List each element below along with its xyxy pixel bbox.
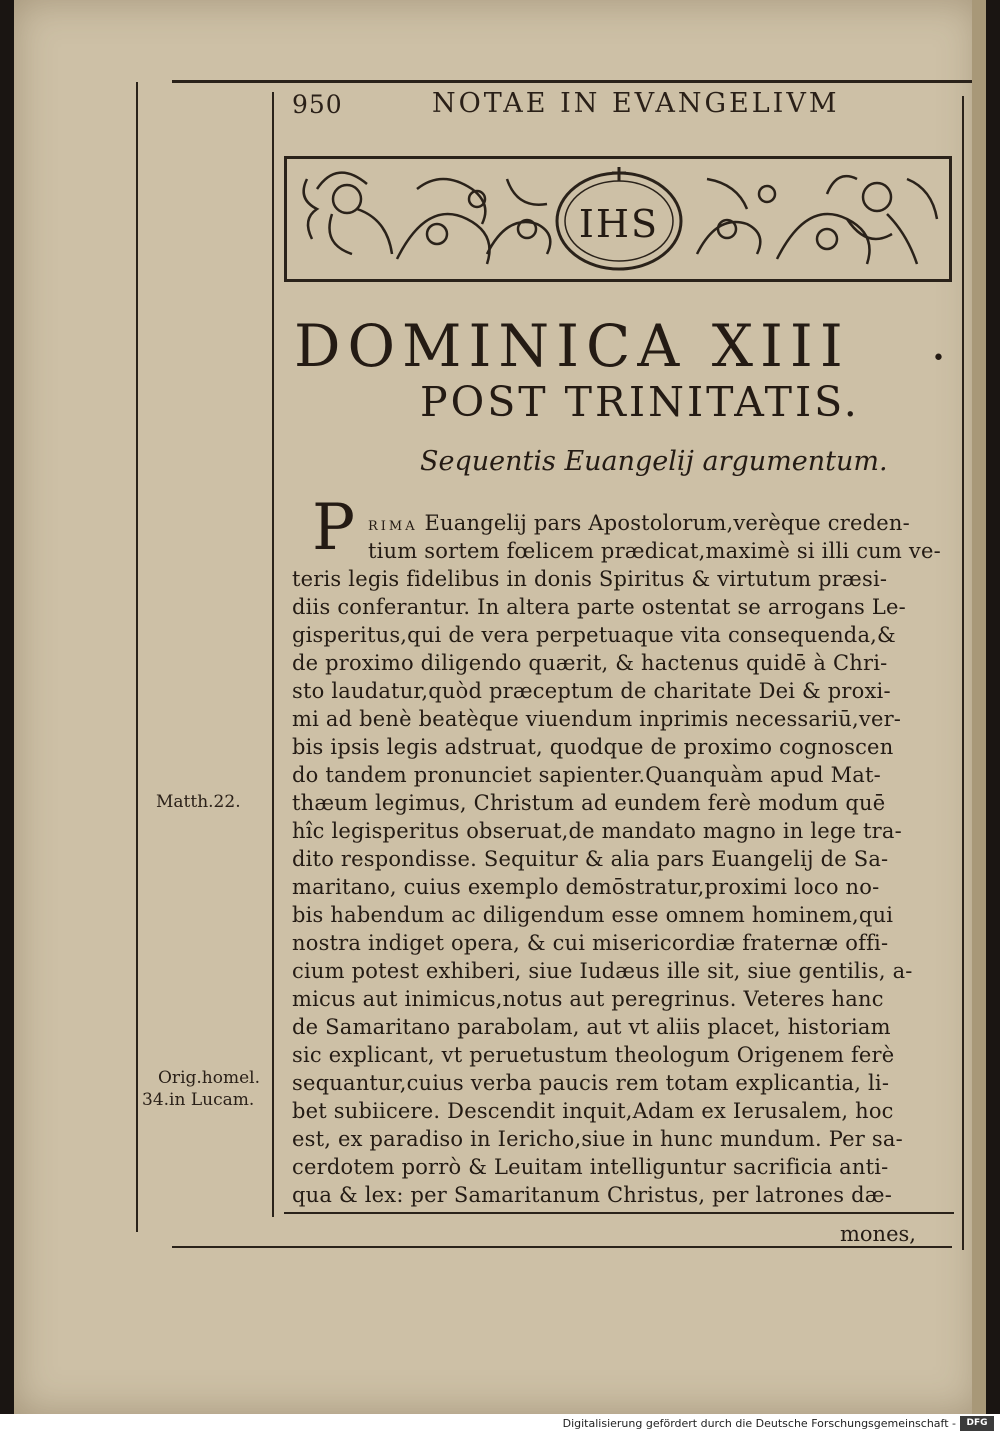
heading-mark: • [932,346,945,371]
text-line: dito respondisse. Sequitur & alia pars Euangelij de Sa- [292,847,889,871]
margin-note-origen-line1: Orig.homel. [158,1068,260,1088]
text-line: de proximo diligendo quærit, & hactenus quidē à Chri- [292,651,888,675]
text-line: sequantur,cuius verba paucis rem totam explicantia, li- [292,1071,890,1095]
digitization-credit: Digitalisierung gefördert durch die Deutsche Forschungsgemeinschaft - [562,1417,956,1430]
text-line: tium sortem fœlicem prædicat,maximè si illi cum ve- [368,539,941,563]
running-title: NOTAE IN EVANGELIVM [432,88,840,119]
text-line: do tandem pronunciet sapienter.Quanquàm apud Mat- [292,763,881,787]
text-line-content: Euangelij pars Apostolorum,verèque creden- [417,511,910,535]
text-line: bis ipsis legis adstruat, quodque de proximo cognoscen [292,735,894,759]
text-line: est, ex paradiso in Iericho,siue in hunc mundum. Per sa- [292,1127,903,1151]
text-line: de Samaritano parabolam, aut vt aliis placet, historiam [292,1015,891,1039]
text-line: cerdotem porrò & Leuitam intelliguntur sacrificia anti- [292,1155,889,1179]
text-line: micus aut inimicus,notus aut peregrinus. Veteres hanc [292,987,884,1011]
text-line: teris legis fidelibus in donis Spiritus & virtutum præsi- [292,567,888,591]
argument-heading: Sequentis Euangelij argumentum. [420,446,888,477]
text-line: cium potest exhiberi, siue Iudæus ille sit, siue gentilis, a- [292,959,913,983]
text-line: mi ad benè beatèque viuendum inprimis necessariū,ver- [292,707,902,731]
text-line: thæum legimus, Christum ad eundem ferè modum quē [292,791,886,815]
drop-capital: P [312,491,356,565]
text-line: bis habendum ac diligendum esse omnem hominem,qui [292,903,894,927]
dfg-logo: DFG [960,1416,994,1431]
text-line: qua & lex: per Samaritanum Christus, per latrones dæ- [292,1183,892,1207]
text-line: hîc legisperitus obseruat,de mandato magno in lege tra- [292,819,902,843]
text-line: sic explicant, vt peruetustum theologum Origenem ferè [292,1043,895,1067]
text-line: bet subiicere. Descendit inquit,Adam ex Ierusalem, hoc [292,1099,894,1123]
heading-post-trinitatis: POST TRINITATIS. [420,378,860,426]
page-number: 950 [292,90,343,119]
margin-note-matthew: Matth.22. [156,792,241,812]
text-line: sto laudatur,quòd præceptum de charitate Dei & proxi- [292,679,891,703]
heading-dominica: DOMINICA XIII [294,312,850,380]
margin-note-origen-line2: 34.in Lucam. [142,1090,255,1110]
small-caps-opening: RIMA [368,519,418,534]
catchword: mones, [840,1222,916,1246]
text-line: nostra indiget opera, & cui misericordiæ fraternæ offi- [292,931,889,955]
text-line: maritano, cuius exemplo demōstratur,proximi loco no- [292,875,880,899]
text-line: diis conferantur. In altera parte ostentat se arrogans Le- [292,595,906,619]
text-line: gisperitus,qui de vera perpetuaque vita consequenda,& [292,623,896,647]
text-line [368,511,910,535]
ihs-monogram: IHS [578,202,660,246]
